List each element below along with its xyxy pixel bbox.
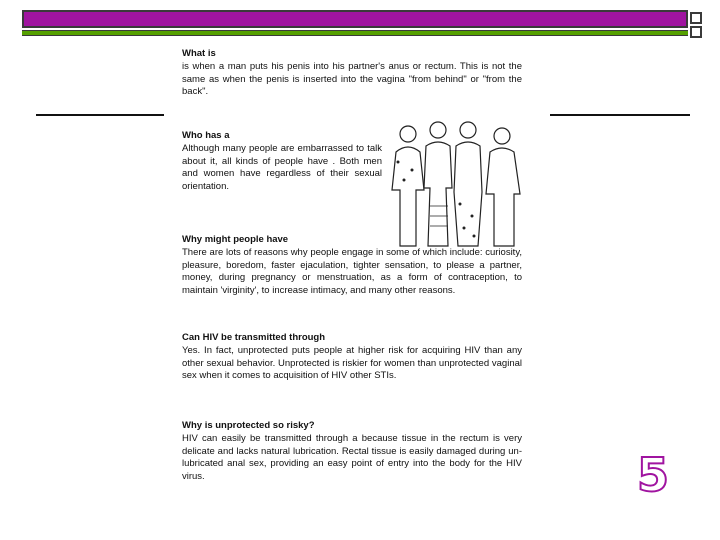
section-hiv-transmission: [182, 332, 522, 383]
section-what-is: [182, 48, 522, 99]
document-image: [168, 44, 534, 496]
corner-square: [690, 26, 702, 38]
title-rule-right: [550, 114, 690, 116]
section-heading: Can HIV be transmitted through: [182, 332, 326, 343]
slide-number: 5: [636, 448, 669, 502]
corner-square: [690, 12, 702, 24]
section-heading: What is: [182, 48, 216, 59]
women-group-illustration: [386, 118, 528, 252]
section-heading: Why is unprotected so risky?: [182, 420, 315, 431]
header-bar: [22, 10, 688, 28]
section-body: HIV can easily be transmitted through a because tissue in the rectum is very delicate and lacks natural lubrication. Rectal tissue is easily damaged during un-lubricated anal sex, providing an easy point of entry into the body for the HIV virus.: [182, 433, 522, 482]
section-why-risky: [182, 420, 522, 483]
section-body: Yes. In fact, unprotected puts people at higher risk for acquiring HIV than any other sexual behavior. Unprotected is riskier for women than unprotected vaginal sex when it comes to acquisition of HIV other STIs.: [182, 345, 522, 382]
header-accent-rule: [22, 30, 688, 36]
section-body: is when a man puts his penis into his partner's anus or rectum. This is not the same as when the penis is inserted into the vagina "from behind" or "from the back".: [182, 61, 522, 98]
section-heading: Why might people have: [182, 234, 289, 245]
section-who-has: [182, 130, 382, 193]
section-heading: Who has a: [182, 130, 230, 141]
section-body: There are lots of reasons why people engage in some of which include: curiosity, pleasure, boredom, faster ejaculation, tighter sensation, to please a partner, money, during pregnancy or menstruation, as a form of contraception, to maintain 'virginity', to increase intimacy, and many other reasons.: [182, 247, 522, 296]
section-why-people: [182, 234, 522, 297]
section-body: Although many people are embarrassed to talk about it, all kinds of people have . Both men and women have regardless of their sexual orientation.: [182, 143, 382, 192]
title-rule-left: [36, 114, 164, 116]
